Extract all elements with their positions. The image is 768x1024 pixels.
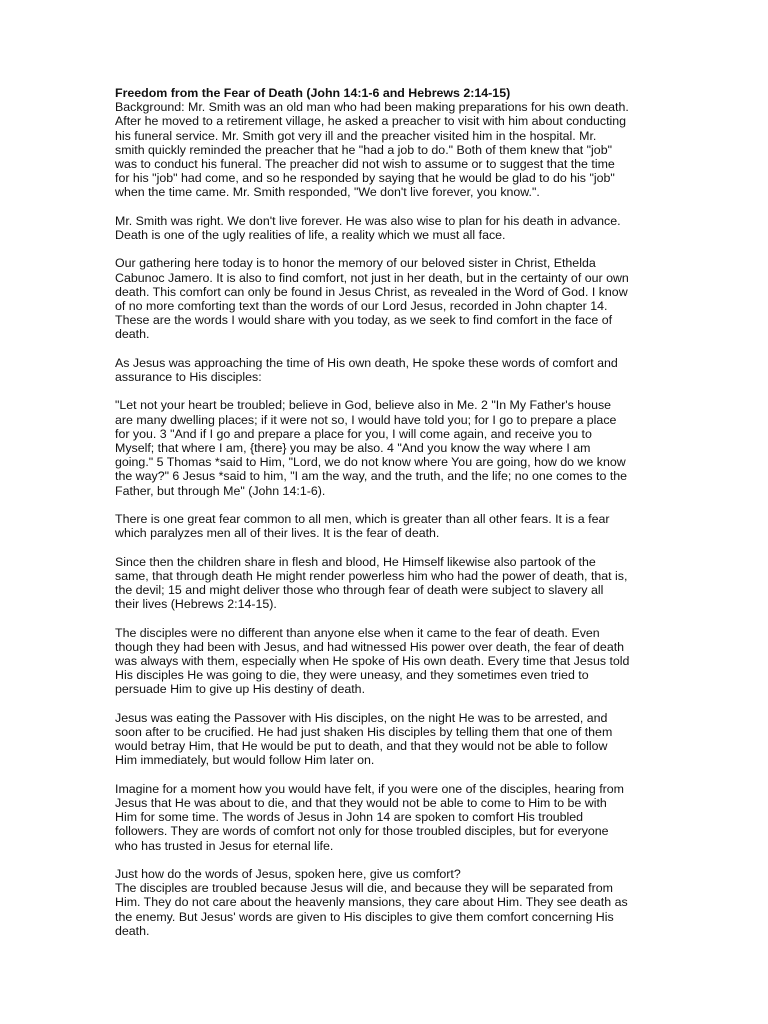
paragraph-hebrews-quote	[115, 555, 655, 612]
text-line: smith quickly reminded the preacher that he "had a job to do." Both of them knew that "job"	[115, 142, 612, 157]
text-line: soon after to be crucified. He had just shaken His disciples by telling them that one of them	[115, 725, 613, 740]
text-line: Imagine for a moment how you would have felt, if you were one of the disciples, hearing from	[115, 781, 624, 796]
text-line: Jesus that He was about to die, and that they would not be able to come to Him to be with	[115, 796, 607, 811]
text-line: These are the words I would share with you today, as we seek to find comfort in the face of	[115, 313, 613, 328]
text-line: Myself; that where I am, {there} you may be also. 4 "And you know the way where I am	[115, 441, 591, 456]
text-line: The disciples were no different than anyone else when it came to the fear of death. Even	[115, 625, 600, 640]
text-line: followers. They are words of comfort not only for those troubled disciples, but for everyone	[115, 824, 609, 839]
text-line: which paralyzes men all of their lives. It is the fear of death.	[115, 526, 440, 541]
text-line: same, that through death He might render powerless him who had the power of death, that is,	[115, 568, 628, 583]
paragraph-disciples-fear	[115, 626, 655, 697]
text-line: death.	[115, 923, 150, 938]
text-line: Him immediately, but would follow Him later on.	[115, 753, 375, 768]
text-line: persuade Him to give up His destiny of death.	[115, 682, 366, 697]
paragraph-comfort	[115, 867, 655, 938]
text-line: The disciples are troubled because Jesus will die, and because they will be separated from	[115, 881, 613, 896]
text-line: who has trusted in Jesus for eternal life.	[115, 838, 334, 853]
text-line: Jesus was eating the Passover with His disciples, on the night He was to be arrested, and	[115, 710, 608, 725]
text-line: death. This comfort can only be found in Jesus Christ, as revealed in the Word of God. I know	[115, 284, 628, 299]
text-line: Him for some time. The words of Jesus in John 14 are spoken to comfort His troubled	[115, 810, 584, 825]
paragraph-background	[115, 100, 655, 199]
text-line: his funeral service. Mr. Smith got very ill and the preacher visited him in the hospital. Mr.	[115, 128, 597, 143]
text-line: was to conduct his funeral. The preacher did not wish to assume or to suggest that the time	[115, 157, 615, 172]
text-line: Cabunoc Jamero. It is also to find comfort, not just in her death, but in the certainty of our own	[115, 270, 629, 285]
text-line: when the time came. Mr. Smith responded, "We don't live forever, you know.".	[115, 185, 540, 200]
text-line: for his "job" had come, and so he responded by saying that he would be glad to do his "job"	[115, 171, 615, 186]
paragraph-passover	[115, 711, 655, 768]
paragraph-great-fear	[115, 512, 655, 540]
text-line: There is one great fear common to all men, which is greater than all other fears. It is a fear	[115, 512, 610, 527]
text-line: going." 5 Thomas *said to Him, "Lord, we do not know where You are going, how do we know	[115, 455, 626, 470]
text-line: assurance to His disciples:	[115, 370, 262, 385]
text-line: the devil; 15 and might deliver those who through fear of death were subject to slavery all	[115, 583, 604, 598]
text-line: Mr. Smith was right. We don't live forever. He was also wise to plan for his death in advance.	[115, 213, 621, 228]
text-line: death.	[115, 327, 150, 342]
text-line: for you. 3 "And if I go and prepare a place for you, I will come again, and receive you to	[115, 426, 592, 441]
text-line: Just how do the words of Jesus, spoken here, give us comfort?	[115, 867, 461, 882]
text-line: His disciples He was going to die, they were uneasy, and they sometimes even tried to	[115, 668, 589, 683]
text-line: would betray Him, that He would be put to death, and that they would not be able to follow	[115, 739, 608, 754]
text-line: Since then the children share in flesh and blood, He Himself likewise also partook of the	[115, 554, 596, 569]
paragraph-approaching-death	[115, 356, 655, 384]
paragraph-john-quote	[115, 398, 655, 497]
text-line: of no more comforting text than the words of our Lord Jesus, recorded in John chapter 14.	[115, 299, 608, 314]
text-line: their lives (Hebrews 2:14-15).	[115, 597, 277, 612]
text-line: was always with them, especially when He spoke of His own death. Every time that Jesus told	[115, 654, 630, 669]
text-line: the way?" 6 Jesus *said to him, "I am the way, and the truth, and the life; no one comes to the	[115, 469, 628, 484]
text-line: though they had been with Jesus, and had witnessed His power over death, the fear of death	[115, 639, 625, 654]
paragraph-mr-smith-right	[115, 214, 655, 242]
text-line: Death is one of the ugly realities of life, a reality which we must all face.	[115, 228, 506, 243]
paragraph-imagine	[115, 782, 655, 853]
text-line: Him. They do not care about the heavenly mansions, they care about Him. They see death as	[115, 895, 628, 910]
document-page	[115, 86, 655, 938]
paragraph-gathering	[115, 256, 655, 341]
text-line: Our gathering here today is to honor the memory of our beloved sister in Christ, Ethelda	[115, 256, 596, 271]
text-line: Background: Mr. Smith was an old man who had been making preparations for his own death.	[115, 100, 629, 115]
text-line: After he moved to a retirement village, he asked a preacher to visit with him about conducting	[115, 114, 627, 129]
text-line: are many dwelling places; if it were not so, I would have told you; for I go to prepare a place	[115, 412, 617, 427]
text-line: As Jesus was approaching the time of His own death, He spoke these words of comfort and	[115, 355, 618, 370]
document-title: Freedom from the Fear of Death (John 14:1-6 and Hebrews 2:14-15)	[115, 86, 511, 100]
text-line: Father, but through Me" (John 14:1-6).	[115, 483, 326, 498]
text-line: "Let not your heart be troubled; believe in God, believe also in Me. 2 "In My Father's house	[115, 398, 612, 413]
text-line: the enemy. But Jesus' words are given to His disciples to give them comfort concerning His	[115, 909, 614, 924]
